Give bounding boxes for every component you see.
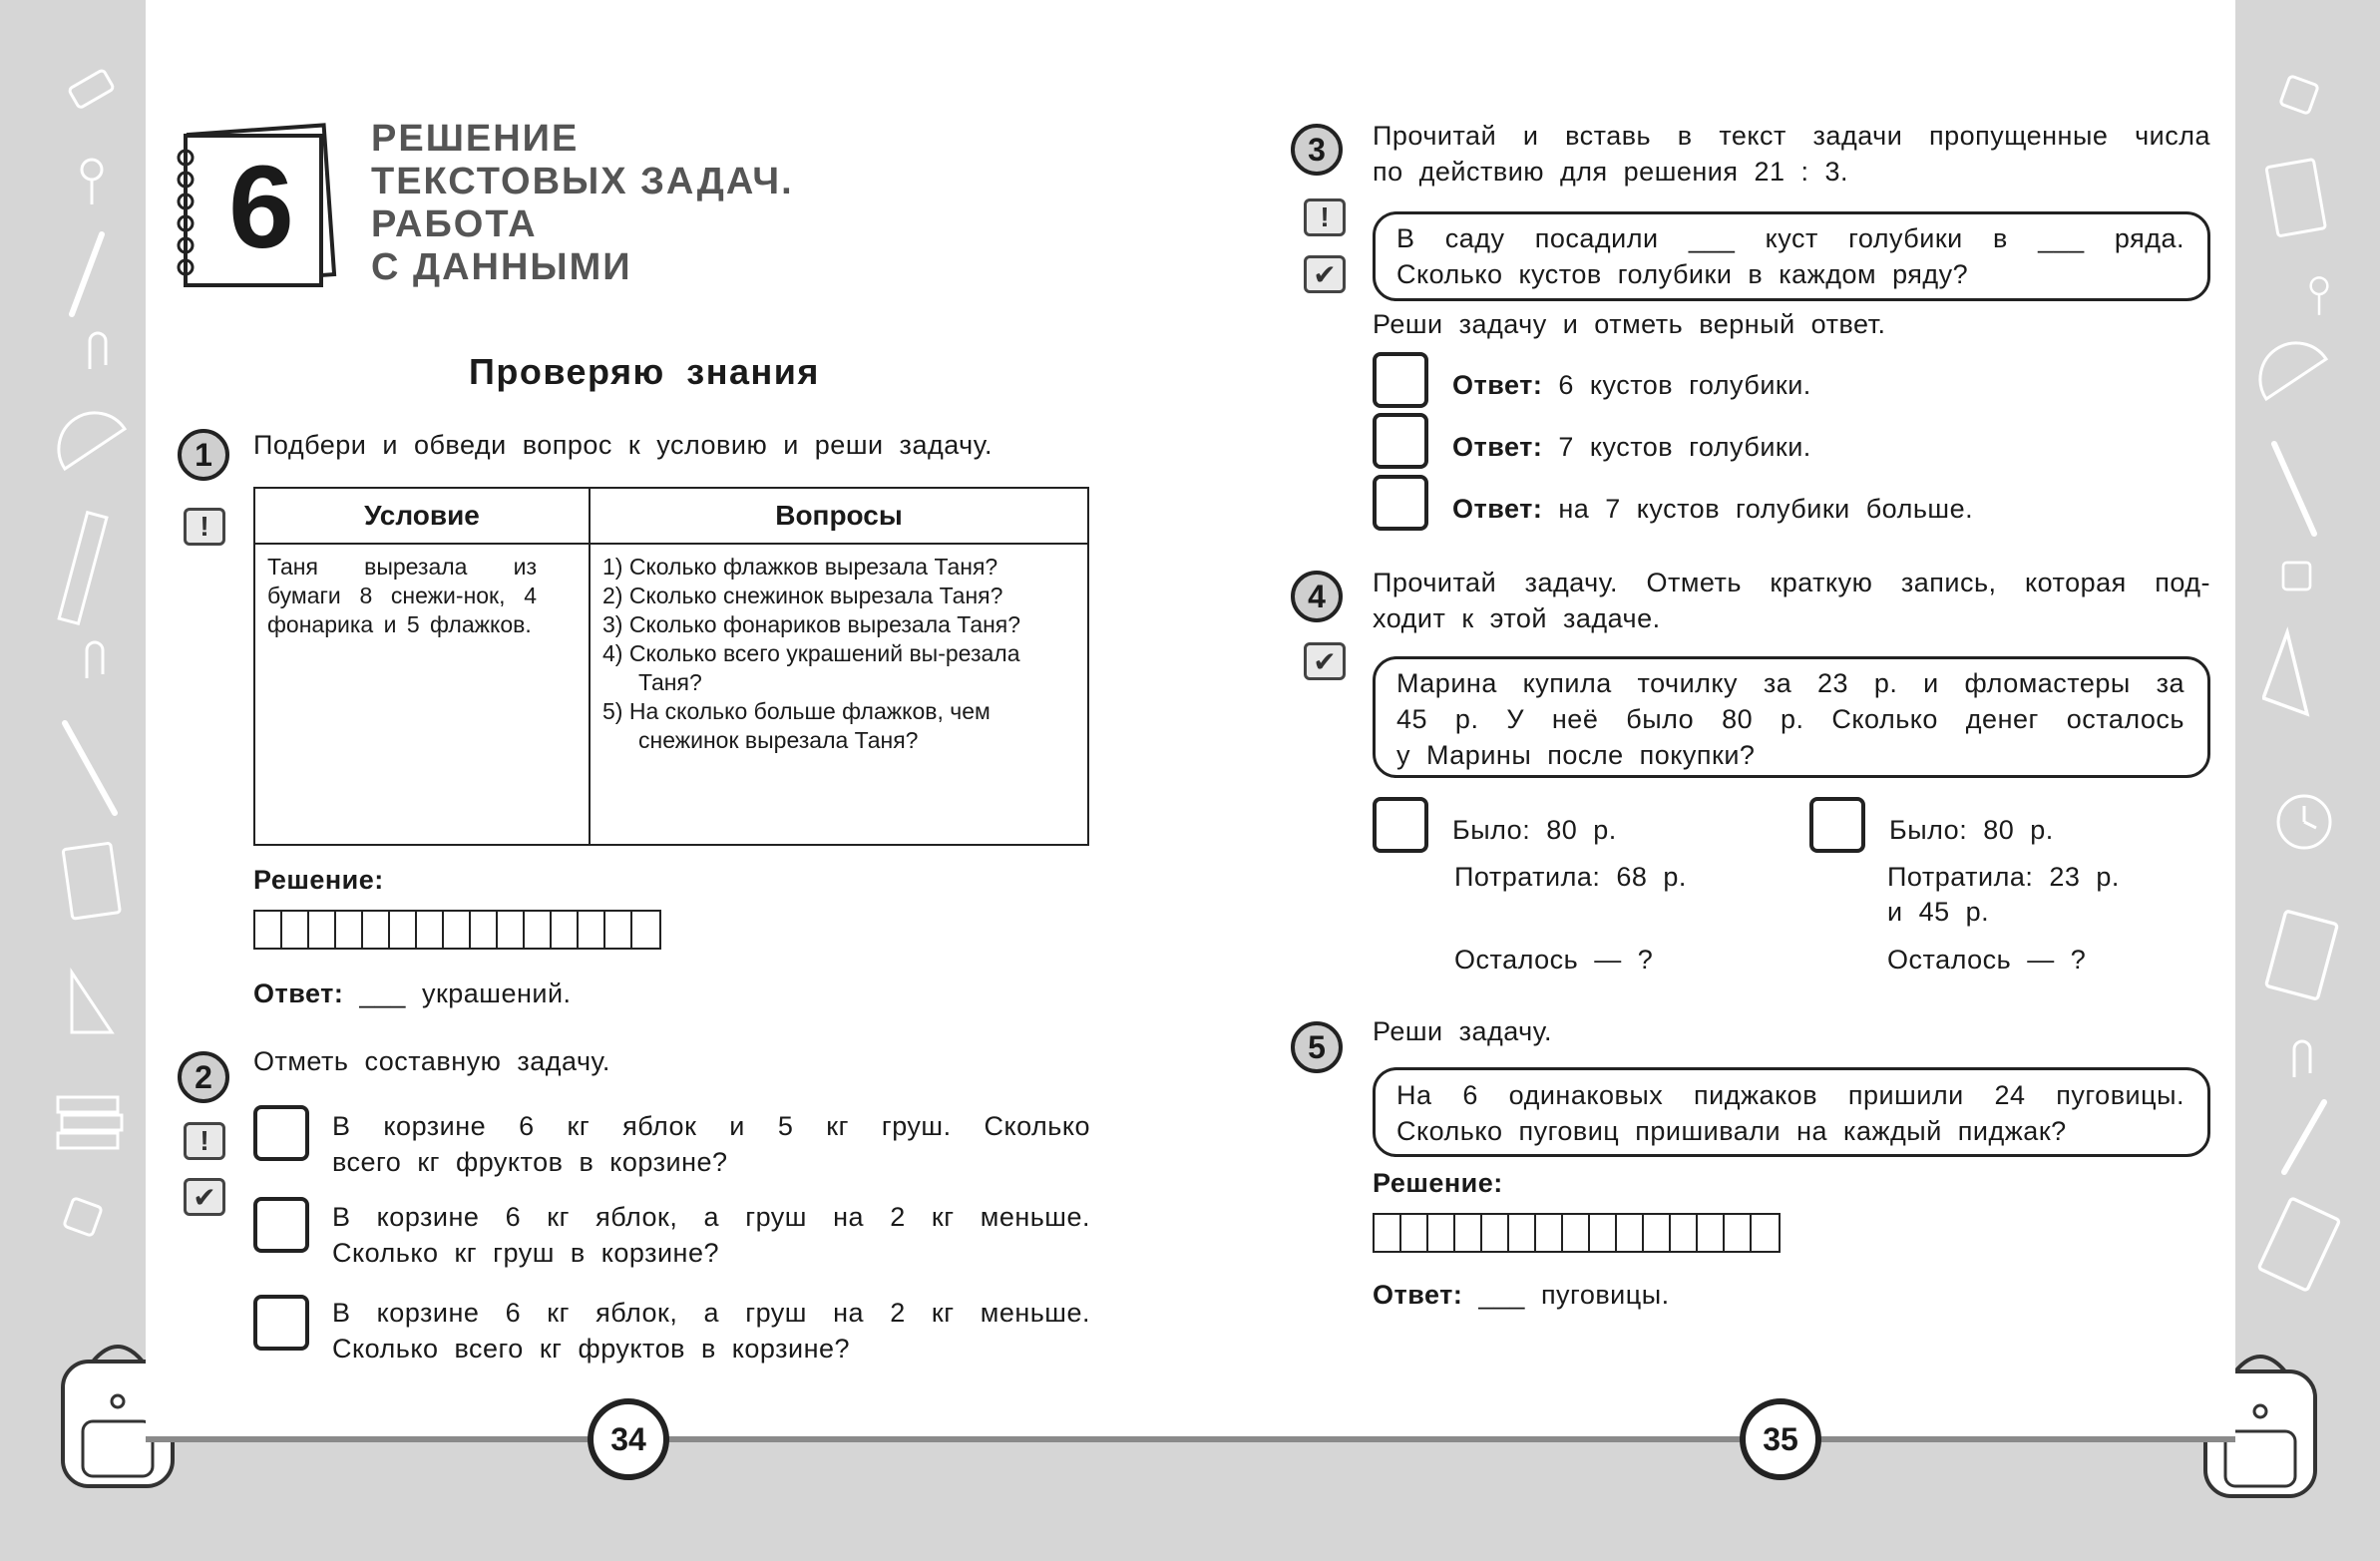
pen-icon <box>62 229 112 319</box>
option-text <box>332 1295 1090 1366</box>
exclamation-mark-icon: ! <box>184 508 225 546</box>
notebook-icon <box>2254 1197 2344 1297</box>
set-square-icon <box>62 963 122 1042</box>
problem-text <box>1396 220 2184 292</box>
sharpener-icon <box>58 1192 108 1242</box>
short-record-spent: и 45 р. <box>1887 897 1990 927</box>
option-line: В корзине 6 кг яблок, а груш на 2 кг меньше. <box>332 1298 1090 1328</box>
problem-line: Сколько кустов голубики в каждом ряду? <box>1396 259 1969 289</box>
paperclip-icon <box>78 329 118 379</box>
task-instruction: Реши задачу. <box>1373 1016 1553 1046</box>
instruction-line: Прочитай задачу. Отметь краткую запись, которая под- <box>1373 568 2210 597</box>
condition-text: Таня вырезала из бумаги 8 снежи-нок, 4 фонарика и 5 флажков. <box>267 554 537 637</box>
chapter-number-badge <box>172 118 341 287</box>
answer-option <box>1452 429 1811 465</box>
questions-list <box>602 553 1075 755</box>
answer-checkbox[interactable] <box>1809 797 1865 853</box>
pen-icon <box>2264 439 2324 539</box>
table-cell-condition <box>254 544 590 845</box>
problem-line: 45 р. У неё было 80 р. Сколько денег осталось <box>1396 704 2184 734</box>
question-item[interactable]: 2) Сколько снежинок вырезала Таня? <box>602 583 1003 608</box>
chapter-title-line: РАБОТА <box>371 203 538 245</box>
task-instruction <box>1373 118 2210 190</box>
answer-checkbox[interactable] <box>253 1105 309 1161</box>
answer-blank[interactable]: ___ <box>359 978 406 1008</box>
alarm-clock-icon <box>2264 778 2344 858</box>
answer-label: Ответ: <box>1452 494 1543 524</box>
notebook-icon <box>2262 155 2332 244</box>
chapter-title-line: РЕШЕНИЕ <box>371 118 580 160</box>
notebook-icon <box>58 838 128 928</box>
problem-text <box>1396 665 2184 773</box>
answer-line <box>253 976 572 1011</box>
question-item[interactable]: 1) Сколько флажков вырезала Таня? <box>602 554 998 580</box>
set-square-icon <box>2262 618 2332 728</box>
task-number: 2 <box>178 1051 229 1103</box>
pencil-icon <box>55 718 125 818</box>
chapter-title <box>371 118 794 289</box>
answer-checkbox[interactable] <box>1373 797 1428 853</box>
answer-label: Ответ: <box>253 978 344 1008</box>
task-instruction: Подбери и обведи вопрос к условию и реши задачу. <box>253 430 992 460</box>
page-number: 35 <box>1740 1398 1821 1480</box>
chapter-title-line: ТЕКСТОВЫХ ЗАДАЧ. <box>371 161 794 202</box>
protractor-icon <box>55 409 135 479</box>
checkmark-icon: ✔ <box>1304 255 1346 293</box>
books-icon <box>50 1087 130 1157</box>
chapter-title-line: С ДАННЫМИ <box>371 246 632 288</box>
table-header: Условие <box>254 488 590 544</box>
task-number: 1 <box>178 429 229 481</box>
task-instruction: Реши задачу и отметь верный ответ. <box>1373 309 1886 339</box>
option-text <box>332 1199 1090 1271</box>
task-instruction <box>1373 565 2210 636</box>
option-line: всего кг фруктов в корзине? <box>332 1147 728 1177</box>
task-instruction: Отметь составную задачу. <box>253 1046 610 1076</box>
option-text <box>332 1108 1090 1180</box>
ruler-icon <box>55 509 115 628</box>
answer-option <box>1452 491 1973 527</box>
short-record-spent: Потратила: 23 р. <box>1887 862 2120 892</box>
option-line: В корзине 6 кг яблок, а груш на 2 кг меньше. <box>332 1202 1090 1232</box>
pencil-icon <box>2274 1097 2334 1177</box>
bottom-edge-line <box>146 1436 2235 1442</box>
sharpener-icon <box>2274 70 2324 120</box>
answer-label: Ответ: <box>1452 432 1543 462</box>
short-record-left: Осталось — ? <box>1454 945 1654 975</box>
task1-table <box>253 487 1089 846</box>
short-record-spent: Потратила: 68 р. <box>1454 862 1687 892</box>
answer-checkbox[interactable] <box>253 1295 309 1351</box>
problem-line: Марина купила точилку за 23 р. и фломастеры за <box>1396 668 2184 698</box>
notebook-icon <box>2262 908 2342 1007</box>
instruction-line: Прочитай и вставь в текст задачи пропущенные числа <box>1373 121 2210 151</box>
paperclip-icon <box>75 638 115 688</box>
exclamation-mark-icon: ! <box>184 1122 225 1160</box>
problem-line: Сколько пуговиц пришивали на каждый пиджак? <box>1396 1116 2067 1146</box>
task-number: 4 <box>1291 571 1343 622</box>
answer-checkbox[interactable] <box>1373 413 1428 469</box>
protractor-icon <box>2256 339 2336 409</box>
answer-checkbox[interactable] <box>1373 352 1428 408</box>
table-cell-questions <box>590 544 1088 845</box>
table-header: Вопросы <box>590 488 1088 544</box>
solution-label: Решение: <box>253 865 384 895</box>
task-number: 5 <box>1291 1021 1343 1073</box>
answer-text: на 7 кустов голубики больше. <box>1558 494 1974 524</box>
problem-line: у Марины после покупки? <box>1396 740 1756 770</box>
task-number: 3 <box>1291 124 1343 176</box>
solution-grid[interactable] <box>253 910 661 950</box>
instruction-line: ходит к этой задаче. <box>1373 603 1661 633</box>
short-record-was: Было: 80 р. <box>1452 815 1617 845</box>
answer-tail: украшений. <box>421 978 572 1008</box>
short-record-was: Было: 80 р. <box>1889 815 2054 845</box>
question-item[interactable]: 4) Сколько всего украшений вы-резала Таня? <box>602 640 1020 695</box>
option-line: В корзине 6 кг яблок и 5 кг груш. Сколько <box>332 1111 1090 1141</box>
option-line: Сколько всего кг фруктов в корзине? <box>332 1334 851 1364</box>
checkmark-icon: ✔ <box>184 1178 225 1216</box>
pushpin-icon <box>2294 269 2344 319</box>
chapter-number: 6 <box>228 142 294 273</box>
section-heading: Проверяю знания <box>469 351 820 392</box>
problem-line: На 6 одинаковых пиджаков пришили 24 пуговицы. <box>1396 1080 2184 1110</box>
answer-text: 6 кустов голубики. <box>1558 370 1811 400</box>
problem-text <box>1396 1077 2184 1149</box>
checkmark-icon: ✔ <box>1304 642 1346 680</box>
answer-checkbox[interactable] <box>1373 475 1428 531</box>
problem-line: В саду посадили ___ куст голубики в ___ ряда. <box>1396 223 2184 253</box>
option-line: Сколько кг груш в корзине? <box>332 1238 719 1268</box>
solution-grid[interactable] <box>1373 1213 1781 1253</box>
short-record-left: Осталось — ? <box>1887 945 2087 975</box>
pushpin-icon <box>62 150 122 209</box>
paperclip-icon <box>2282 1037 2322 1087</box>
page-number: 34 <box>588 1398 669 1480</box>
answer-label: Ответ: <box>1373 1280 1463 1310</box>
sharpener-icon <box>2274 554 2319 598</box>
exclamation-mark-icon: ! <box>1304 198 1346 236</box>
answer-text: 7 кустов голубики. <box>1558 432 1811 462</box>
answer-checkbox[interactable] <box>253 1197 309 1253</box>
question-item[interactable]: 5) На сколько больше флажков, чем снежинок вырезала Таня? <box>602 698 991 753</box>
answer-tail: пуговицы. <box>1540 1280 1670 1310</box>
answer-blank[interactable]: ___ <box>1478 1280 1525 1310</box>
solution-label: Решение: <box>1373 1168 1503 1198</box>
question-item[interactable]: 3) Сколько фонариков вырезала Таня? <box>602 611 1021 637</box>
answer-option <box>1452 367 1811 403</box>
answer-line <box>1373 1277 1670 1313</box>
eraser-icon <box>62 60 122 120</box>
answer-label: Ответ: <box>1452 370 1543 400</box>
instruction-line: по действию для решения 21 : 3. <box>1373 157 1849 187</box>
